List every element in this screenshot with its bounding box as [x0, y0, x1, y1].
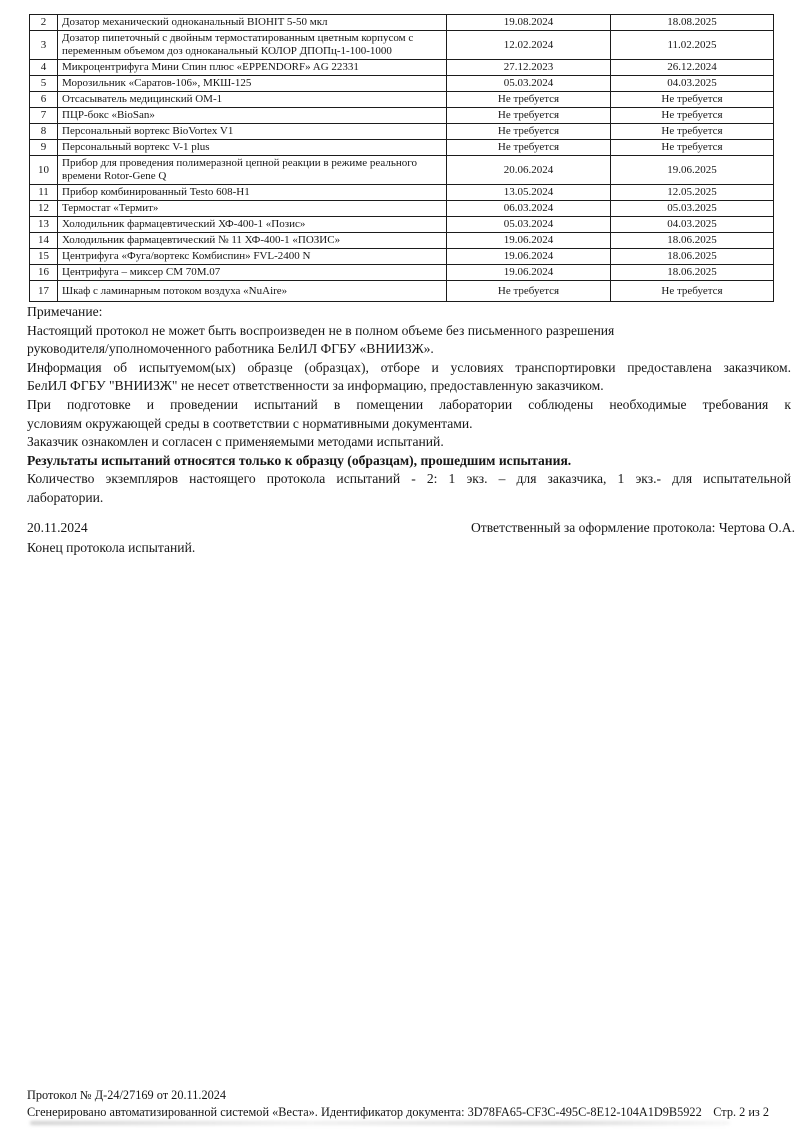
table-cell-name: Прибор для проведения полимеразной цепной реакции в режиме реального времени Rotor-Gene Q — [58, 156, 447, 185]
table-cell-verification_date: 20.06.2024 — [447, 156, 611, 185]
table-cell-name: Морозильник «Саратов-106», МКШ-125 — [58, 76, 447, 92]
table-cell-verification_date: 13.05.2024 — [447, 185, 611, 201]
table-cell-name: Холодильник фармацевтический ХФ-400-1 «Позис» — [58, 217, 447, 233]
table-cell-name: Персональный вортекс V-1 plus — [58, 140, 447, 156]
table-cell-verification_date: 12.02.2024 — [447, 31, 611, 60]
footer-generated-text: Сгенерировано автоматизированной системой «Веста». Идентификатор документа: 3D78FA65-CF3C-495C-8E12-104A1D9B5922 — [27, 1104, 702, 1119]
note-paragraph — [27, 452, 791, 471]
table-cell-verification_date: 06.03.2024 — [447, 201, 611, 217]
note-paragraph — [27, 322, 791, 359]
table-cell-verification_date: 19.06.2024 — [447, 265, 611, 281]
table-cell-valid_until: 18.06.2025 — [611, 265, 774, 281]
table-row — [30, 140, 774, 156]
table-row — [30, 201, 774, 217]
equipment-table — [29, 14, 774, 302]
table-cell-name: Шкаф с ламинарным потоком воздуха «NuAire» — [58, 281, 447, 302]
note-line: лаборатории. — [27, 489, 104, 505]
table-cell-verification_date: 19.06.2024 — [447, 233, 611, 249]
table-cell-num: 15 — [30, 249, 58, 265]
responsible-person: Ответственный за оформление протокола: Чертова О.А. — [470, 520, 795, 535]
table-cell-valid_until: 18.08.2025 — [611, 15, 774, 31]
table-cell-num: 13 — [30, 217, 58, 233]
table-cell-valid_until: 18.06.2025 — [611, 249, 774, 265]
table-cell-valid_until: Не требуется — [611, 124, 774, 140]
note-line: Информация об испытуемом(ых) образце (образцах), отборе и условиях транспортировки предоставлена заказчиком. — [27, 359, 791, 375]
table-row — [30, 156, 774, 185]
table-cell-num: 6 — [30, 92, 58, 108]
note-line: При подготовке и проведении испытаний в помещении лаборатории соблюдены необходимые требования к — [27, 396, 791, 412]
table-cell-num: 16 — [30, 265, 58, 281]
table-cell-num: 5 — [30, 76, 58, 92]
table-cell-name: Дозатор пипеточный с двойным термостатированным цветным корпусом с переменным объемом доз одноканальный КОЛОР ДПОПц-1-100-1000 — [58, 31, 447, 60]
table-cell-valid_until: Не требуется — [611, 281, 774, 302]
table-cell-valid_until: Не требуется — [611, 140, 774, 156]
table-row — [30, 124, 774, 140]
table-cell-verification_date: Не требуется — [447, 108, 611, 124]
table-cell-valid_until: 18.06.2025 — [611, 233, 774, 249]
note-paragraph — [27, 396, 791, 433]
table-cell-num: 10 — [30, 156, 58, 185]
note-line: Настоящий протокол не может быть воспроизведен не в полном объеме без письменного разрешения — [27, 322, 615, 338]
table-row — [30, 265, 774, 281]
table-cell-verification_date: 19.06.2024 — [447, 249, 611, 265]
table-cell-num: 11 — [30, 185, 58, 201]
note-line: Результаты испытаний относятся только к образцу (образцам), прошедшим испытания. — [27, 452, 572, 468]
table-cell-name: Персональный вортекс BioVortex V1 — [58, 124, 447, 140]
table-row — [30, 281, 774, 302]
table-cell-verification_date: 19.08.2024 — [447, 15, 611, 31]
page-footer — [27, 1087, 769, 1120]
table-cell-valid_until: 04.03.2025 — [611, 76, 774, 92]
notes-section — [27, 303, 791, 508]
table-cell-name: Прибор комбинированный Testo 608-H1 — [58, 185, 447, 201]
end-of-protocol-text: Конец протокола испытаний. — [27, 539, 196, 555]
table-row — [30, 108, 774, 124]
table-row — [30, 185, 774, 201]
table-cell-valid_until: 11.02.2025 — [611, 31, 774, 60]
table-cell-verification_date: Не требуется — [447, 140, 611, 156]
table-cell-valid_until: 26.12.2024 — [611, 60, 774, 76]
scan-artifact — [30, 1121, 730, 1125]
table-row — [30, 76, 774, 92]
table-cell-verification_date: 05.03.2024 — [447, 217, 611, 233]
footer-page-indicator: Стр. 2 из 2 — [713, 1104, 769, 1119]
table-cell-valid_until: 04.03.2025 — [611, 217, 774, 233]
table-cell-name: Центрифуга – миксер СМ 70М.07 — [58, 265, 447, 281]
table-cell-name: Микроцентрифуга Мини Спин плюс «EPPENDORF» AG 22331 — [58, 60, 447, 76]
table-cell-num: 9 — [30, 140, 58, 156]
table-cell-num: 2 — [30, 15, 58, 31]
table-cell-name: ПЦР-бокс «BioSan» — [58, 108, 447, 124]
table-cell-verification_date: 27.12.2023 — [447, 60, 611, 76]
table-cell-num: 17 — [30, 281, 58, 302]
table-cell-num: 4 — [30, 60, 58, 76]
note-line: Заказчик ознакомлен и согласен с применяемыми методами испытаний. — [27, 434, 444, 450]
signature-block — [27, 518, 795, 557]
table-cell-num: 3 — [30, 31, 58, 60]
table-cell-num: 7 — [30, 108, 58, 124]
table-row — [30, 60, 774, 76]
note-paragraph — [27, 303, 791, 322]
table-cell-num: 8 — [30, 124, 58, 140]
table-cell-name: Дозатор механический одноканальный BIOHIT 5-50 мкл — [58, 15, 447, 31]
table-row — [30, 92, 774, 108]
table-row — [30, 233, 774, 249]
note-paragraph — [27, 470, 791, 507]
equipment-table-body — [30, 15, 774, 302]
table-cell-num: 12 — [30, 201, 58, 217]
table-cell-verification_date: Не требуется — [447, 281, 611, 302]
table-cell-name: Термостат «Термит» — [58, 201, 447, 217]
note-paragraph — [27, 359, 791, 378]
note-line: условиям окружающей среды в соответствии с нормативными документами. — [27, 415, 473, 431]
table-cell-num: 14 — [30, 233, 58, 249]
note-line: БелИЛ ФГБУ "ВНИИЗЖ" не несет ответственности за информацию, предоставленную заказчиком. — [27, 378, 604, 394]
table-cell-valid_until: 19.06.2025 — [611, 156, 774, 185]
table-cell-name: Холодильник фармацевтический № 11 ХФ-400-1 «ПОЗИС» — [58, 233, 447, 249]
table-cell-verification_date: Не требуется — [447, 124, 611, 140]
table-row — [30, 249, 774, 265]
table-cell-verification_date: 05.03.2024 — [447, 76, 611, 92]
footer-protocol-number: Протокол № Д-24/27169 от 20.11.2024 — [27, 1088, 227, 1102]
note-line: Количество экземпляров настоящего протокола испытаний - 2: 1 экз. – для заказчика, 1 экз.- для испытательной — [27, 471, 791, 487]
footer-generated-row — [27, 1104, 769, 1121]
table-cell-valid_until: Не требуется — [611, 92, 774, 108]
protocol-date: 20.11.2024 — [27, 520, 88, 535]
table-cell-verification_date: Не требуется — [447, 92, 611, 108]
table-cell-name: Отсасыватель медицинский ОМ-1 — [58, 92, 447, 108]
table-cell-valid_until: Не требуется — [611, 108, 774, 124]
table-row — [30, 31, 774, 60]
note-line: руководителя/уполномоченного работника БелИЛ ФГБУ «ВНИИЗЖ». — [27, 341, 434, 357]
table-cell-valid_until: 05.03.2025 — [611, 201, 774, 217]
note-paragraph — [27, 433, 791, 452]
signature-row — [27, 518, 795, 538]
table-row — [30, 15, 774, 31]
table-cell-valid_until: 12.05.2025 — [611, 185, 774, 201]
note-paragraph — [27, 377, 791, 396]
note-line: Примечание: — [27, 304, 103, 319]
table-row — [30, 217, 774, 233]
table-cell-name: Центрифуга «Фуга/вортекс Комбиспин» FVL-2400 N — [58, 249, 447, 265]
